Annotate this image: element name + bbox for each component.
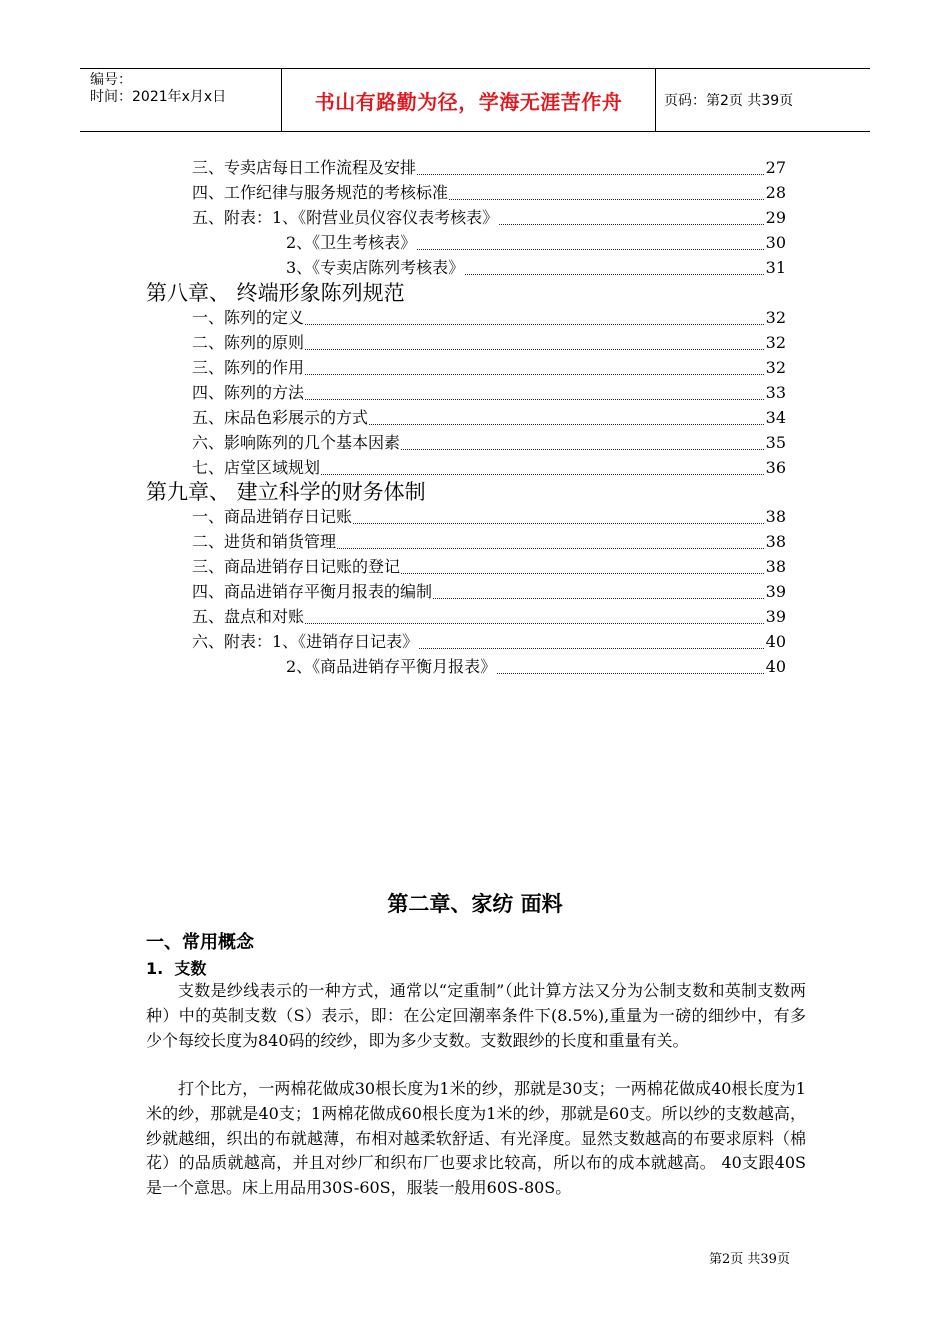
toc-entry[interactable] bbox=[286, 229, 786, 253]
toc-entry[interactable] bbox=[192, 154, 786, 178]
toc-dot-leader bbox=[401, 572, 764, 574]
subsection-title: 1. 支数 bbox=[146, 959, 207, 978]
toc-dot-leader bbox=[305, 348, 764, 350]
header-page-info: 页码：第2页 共39页 bbox=[664, 93, 794, 109]
page-footer-number: 第2页 共39页 bbox=[709, 1252, 790, 1267]
toc-entry-label: 六、附表：1、《进销存日记表》 bbox=[192, 632, 419, 651]
body-paragraph: 打个比方，一两棉花做成30根长度为1米的纱，那就是30支；一两棉花做成40根长度为1米的纱，那就是40支；1两棉花做成60根长度为1米的纱，那就是60支。所以纱的支数越高，纱就越细，织出的布就越薄，布相对越柔软舒适、有光泽度。显然支数越高的布要求原料（棉花）的品质就越高，并且对纱厂和织布厂也要求比较高，所以布的成本就越高。 40支跟40S是一个意思。床上用品用30S-60S，服装一般用60S-80S。 bbox=[146, 1079, 806, 1198]
header-motto: 书山有路勤为径，学海无涯苦作舟 bbox=[314, 89, 623, 114]
toc-entry-label: 3、《专卖店陈列考核表》 bbox=[286, 258, 465, 277]
toc-entry[interactable] bbox=[192, 454, 786, 478]
toc-dot-leader bbox=[321, 473, 764, 475]
header-page-cell bbox=[655, 69, 870, 131]
toc-dot-leader bbox=[305, 323, 764, 325]
toc-entry[interactable] bbox=[286, 653, 786, 677]
section-title: 一、常用概念 bbox=[146, 932, 254, 953]
toc-dot-leader bbox=[417, 248, 763, 250]
toc-chapter-heading[interactable]: 第九章、 建立科学的财务体制 bbox=[146, 480, 426, 504]
toc-entry-label: 一、陈列的定义 bbox=[192, 308, 305, 327]
toc-entry[interactable] bbox=[286, 254, 786, 278]
toc-chapter-heading[interactable]: 第八章、 终端形象陈列规范 bbox=[146, 281, 405, 305]
toc-dot-leader bbox=[401, 448, 764, 450]
toc-dot-leader bbox=[449, 198, 764, 200]
toc-entry-page: 32 bbox=[765, 308, 786, 327]
toc-entry-page: 33 bbox=[765, 383, 786, 402]
toc-entry[interactable] bbox=[192, 503, 786, 527]
toc-entry-label: 五、附表：1、《附营业员仪容仪表考核表》 bbox=[192, 208, 499, 227]
toc-entry-label: 2、《商品进销存平衡月报表》 bbox=[286, 657, 497, 676]
chapter-title: 第二章、家纺 面料 bbox=[387, 892, 563, 916]
header-motto-cell bbox=[281, 69, 656, 131]
toc-entry-label: 七、店堂区域规划 bbox=[192, 458, 321, 477]
toc-dot-leader bbox=[337, 547, 764, 549]
toc-entry-page: 30 bbox=[765, 233, 786, 252]
toc-entry-label: 三、专卖店每日工作流程及安排 bbox=[192, 158, 417, 177]
toc-dot-leader bbox=[353, 522, 764, 524]
toc-entry-label: 四、工作纪律与服务规范的考核标准 bbox=[192, 183, 449, 202]
toc-dot-leader bbox=[305, 373, 764, 375]
toc-entry-page: 38 bbox=[765, 557, 786, 576]
toc-entry-page: 34 bbox=[765, 408, 786, 427]
toc-entry[interactable] bbox=[192, 429, 786, 453]
toc-dot-leader bbox=[497, 672, 763, 674]
toc-entry-page: 38 bbox=[765, 532, 786, 551]
toc-entry[interactable] bbox=[192, 329, 786, 353]
page-header bbox=[80, 68, 870, 132]
toc-dot-leader bbox=[499, 223, 763, 225]
toc-entry-label: 2、《卫生考核表》 bbox=[286, 233, 417, 252]
document-date-label: 时间：2021年x月x日 bbox=[90, 89, 227, 105]
toc-entry-page: 32 bbox=[765, 333, 786, 352]
toc-entry-label: 五、床品色彩展示的方式 bbox=[192, 408, 369, 427]
toc-entry[interactable] bbox=[192, 404, 786, 428]
toc-entry[interactable] bbox=[192, 553, 786, 577]
toc-dot-leader bbox=[465, 273, 763, 275]
toc-entry-label: 五、盘点和对账 bbox=[192, 607, 305, 626]
toc-entry[interactable] bbox=[192, 528, 786, 552]
toc-entry[interactable] bbox=[192, 379, 786, 403]
document-code-label: 编号： bbox=[90, 72, 132, 88]
toc-entry-page: 39 bbox=[765, 607, 786, 626]
toc-entry-page: 40 bbox=[765, 632, 786, 651]
toc-entry[interactable] bbox=[192, 578, 786, 602]
toc-entry-label: 四、商品进销存平衡月报表的编制 bbox=[192, 582, 433, 601]
toc-entry-page: 32 bbox=[765, 358, 786, 377]
toc-entry-page: 36 bbox=[765, 458, 786, 477]
toc-entry-page: 35 bbox=[765, 433, 786, 452]
header-left-cell bbox=[80, 69, 281, 131]
toc-entry[interactable] bbox=[192, 204, 786, 228]
toc-entry[interactable] bbox=[192, 603, 786, 627]
toc-entry[interactable] bbox=[192, 179, 786, 203]
toc-entry-page: 38 bbox=[765, 507, 786, 526]
toc-entry-label: 一、商品进销存日记账 bbox=[192, 507, 353, 526]
toc-entry-label: 六、影响陈列的几个基本因素 bbox=[192, 433, 401, 452]
toc-dot-leader bbox=[305, 622, 764, 624]
toc-dot-leader bbox=[369, 423, 764, 425]
toc-entry-page: 31 bbox=[765, 258, 786, 277]
toc-entry-label: 三、商品进销存日记账的登记 bbox=[192, 557, 401, 576]
toc-dot-leader bbox=[419, 647, 763, 649]
toc-entry-page: 29 bbox=[765, 208, 786, 227]
toc-entry-label: 二、陈列的原则 bbox=[192, 333, 305, 352]
toc-dot-leader bbox=[305, 398, 764, 400]
toc-entry-label: 三、陈列的作用 bbox=[192, 358, 305, 377]
toc-dot-leader bbox=[417, 173, 764, 175]
toc-entry-page: 28 bbox=[765, 183, 786, 202]
toc-entry[interactable] bbox=[192, 354, 786, 378]
toc-entry-page: 40 bbox=[765, 657, 786, 676]
toc-entry-label: 四、陈列的方法 bbox=[192, 383, 305, 402]
toc-dot-leader bbox=[433, 597, 764, 599]
toc-entry-label: 二、进货和销货管理 bbox=[192, 532, 337, 551]
toc-entry-page: 39 bbox=[765, 582, 786, 601]
toc-entry[interactable] bbox=[192, 304, 786, 328]
toc-entry[interactable] bbox=[192, 628, 786, 652]
body-paragraph: 支数是纱线表示的一种方式，通常以“定重制”（此计算方法又分为公制支数和英制支数两种）中的英制支数（S）表示，即：在公定回潮率条件下(8.5%),重量为一磅的细纱中，有多少个每绞长度为840码的绞纱，即为多少支数。支数跟纱的长度和重量有关。 bbox=[146, 981, 806, 1050]
toc-entry-page: 27 bbox=[765, 158, 786, 177]
